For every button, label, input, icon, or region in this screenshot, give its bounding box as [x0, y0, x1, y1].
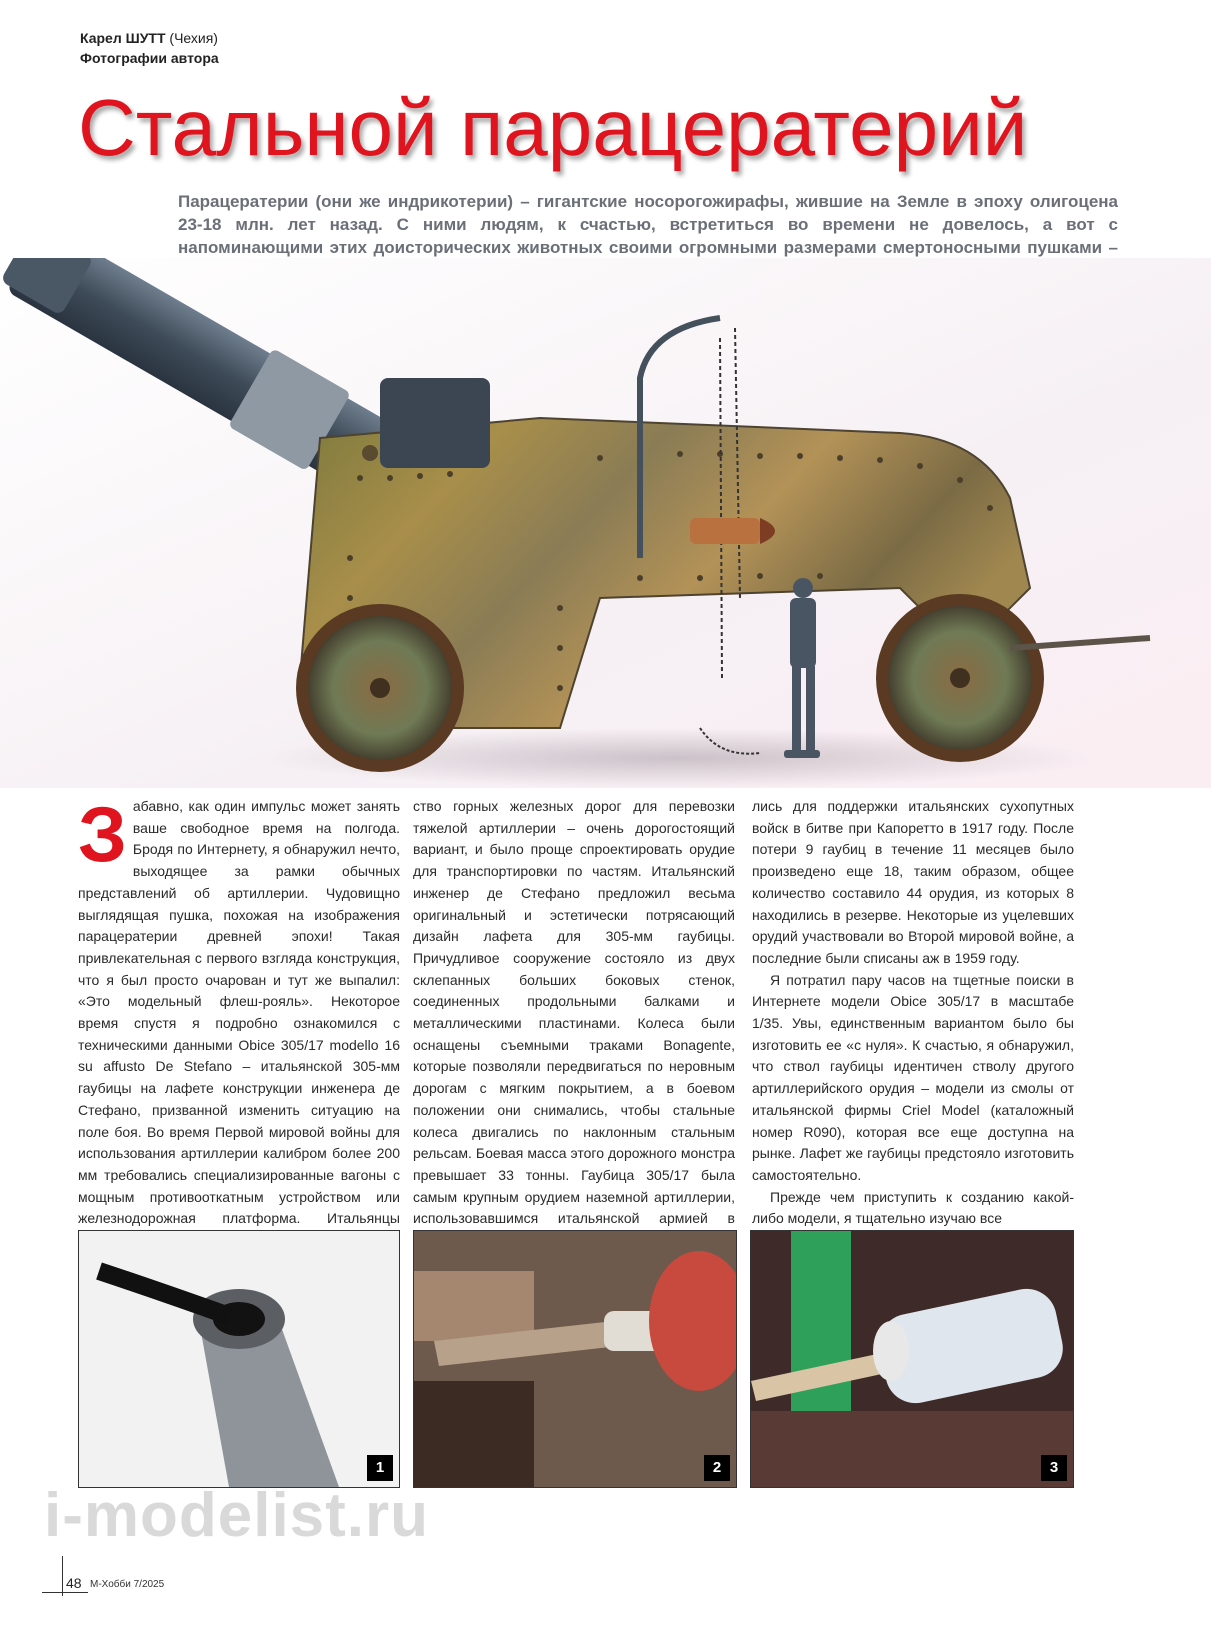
author-country: (Чехия) [169, 30, 218, 46]
photo-credit: Фотографии автора [80, 50, 219, 66]
drill-hand-image [414, 1231, 736, 1487]
page-number: 48 [66, 1575, 82, 1591]
column-3-paragraph-3: Прежде чем приступить к созданию какой-либо модели, я тщательно изучаю все [752, 1188, 1074, 1227]
hero-photo [0, 258, 1211, 788]
page-mark-vertical [62, 1556, 63, 1596]
drill-barrel-image [79, 1231, 399, 1487]
article-lead: Парацератерии (они же индрикотерии) – гигантские носорогожирафы, жившие на Земле в эпоху олигоцена 23-18 млн. лет назад. С ними людям, к счастью, встретиться во времени не довелось, а вот с напоминающими этих доисторических животных своими огромными размерами смертоносными пушками – [178, 192, 1118, 257]
photo-1 [78, 1230, 400, 1488]
column-3-paragraph-2: Я потратил пару часов на тщетные поиски в Интернете модели Obice 305/17 в масштабе 1/35. Увы, единственным вариантом было бы изготовить ее «с нуля». К счастью, я обнаружил, что ствол гаубицы идентичен стволу другого артиллерийского орудия – модели из смолы от итальянской фирмы Criel Model (каталожный номер R090), которая все еще доступна на рынке. Лафет же гаубицы предстояло изготовить самостоятельно. [752, 971, 1074, 1183]
photo-3 [750, 1230, 1074, 1488]
howitzer-model-image [0, 258, 1211, 788]
page-mark-horizontal [42, 1592, 88, 1593]
article-title: Стальной парацератерий [78, 83, 1028, 172]
watermark: i-modelist.ru [44, 1481, 430, 1550]
article-column-1 [78, 790, 400, 1252]
author-name: Карел ШУТТ [80, 30, 166, 46]
column-3-paragraph-1: лись для поддержки итальянских сухопутных войск в битве при Капоретто в 1917 году. После потери 9 гаубиц в течение 11 месяцев было произведено еще 18, таким образом, общее количество составило 44 орудия, из которых 8 находились в резерве. Некоторые из уцелевших орудий участвовали во Второй мировой войне, а последние были списаны аж в 1959 году. [752, 798, 1074, 966]
column-1-paragraph: абавно, как один импульс может занять ваше свободное время на полгода. Бродя по Интернету, я обнаружил нечто, выходящее за рамки обычных представлений об артиллерии. Чудовищно выглядящая пушка, похожая на изображения парацератерии древней эпохи! Такая привлекательная с первого взгляда конструкция, что я был просто очарован и тут же выпалил: «Это модельный флеш-рояль». Некоторое время спустя я подробно ознакомился с техническими данными Obice 305/17 modello 16 su affusto De Stefano – итальянской 305-мм гаубицы на лафете конструкции инженера де Стефано, призванной изменить ситуацию на поле боя. Во время Первой мировой войны для использования артиллерии калибром более 200 мм требовались специализированные вагоны с мощным противооткатным устройством или железнодорожная платформа. Итальянцы [78, 798, 400, 1227]
photo-2 [413, 1230, 737, 1488]
article-column-3 [752, 796, 1074, 1230]
photo-number: 1 [367, 1455, 393, 1481]
photo-number: 3 [1041, 1455, 1067, 1481]
drop-cap: З [78, 790, 127, 878]
article-column-2 [413, 796, 735, 1252]
column-2-paragraph: ство горных железных дорог для перевозки тяжелой артиллерии – очень дорогостоящий вариант, и было проще спроектировать орудие для транспортировки по частям. Итальянский инженер де Стефано предложил весьма оригинальный и эстетически потрясающий дизайн лафета для 305-мм гаубицы. Причудливое сооружение состояло из двух склепанных больших боковых стенок, соединенных продольными балками и металлическими пластинами. Колеса были оснащены съемными траками Bonagente, которые позволяли передвигаться по неровным дорогам с мягким покрытием, а в боевом положении они снимались, чтобы стальные колеса двигались по наклонным стальным рельсам. Боевая масса этого дорожного монстра превышает 33 тонны. Гаубица 305/17 была самым крупным орудием наземной артиллерии, использовавшимся итальянской армией в [413, 798, 735, 1227]
byline [80, 28, 219, 68]
issue-label: М-Хобби 7/2025 [90, 1579, 165, 1590]
tube-on-rod-image [751, 1231, 1073, 1487]
photo-number: 2 [704, 1455, 730, 1481]
